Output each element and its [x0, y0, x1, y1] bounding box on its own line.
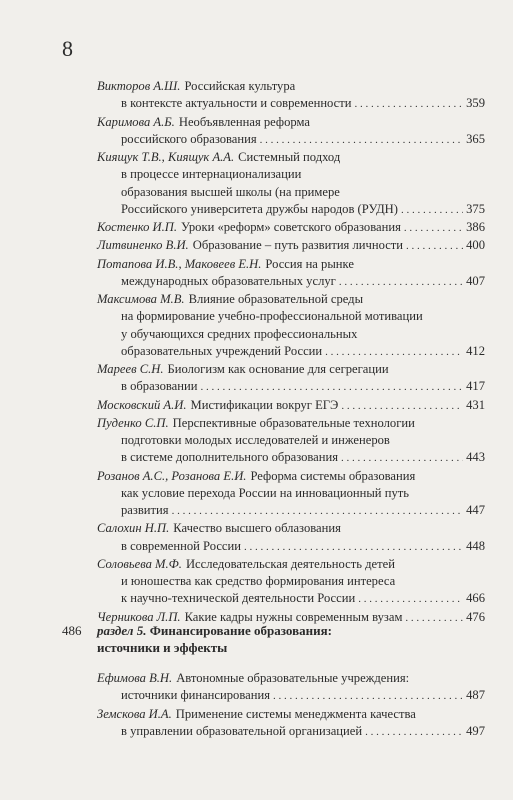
entry-title-text: источники финансирования: [121, 688, 270, 703]
entry-first-line: [97, 149, 485, 166]
toc-entry: [97, 114, 485, 150]
entry-title-text: международных образовательных услуг: [121, 273, 336, 288]
entry-continuation-line: [97, 538, 485, 556]
entry-continuation-line: [97, 95, 485, 113]
entry-continuation-line: [97, 166, 485, 183]
entry-continuation-line: [97, 432, 485, 449]
entry-title-text: Исследовательская деятельность детей: [185, 556, 395, 571]
section-title: [97, 622, 332, 656]
entry-title-text: Применение системы менеджмента качества: [175, 706, 416, 721]
entry-author: Литвиненко В.И.: [97, 238, 189, 253]
dot-leader: [405, 610, 463, 627]
entry-page-number: 466: [466, 591, 485, 606]
entry-title-text: Какие кадры нужны современным вузам: [184, 609, 403, 624]
entry-first-line: [97, 361, 485, 378]
entry-first-line: [97, 219, 485, 237]
toc-entry: [97, 670, 485, 706]
entry-continuation-line: [97, 573, 485, 590]
section-title-line1: Финансирование образования:: [149, 623, 332, 638]
toc-entry: [97, 237, 485, 255]
entry-title-text: Уроки «реформ» советского образования: [181, 220, 401, 234]
entry-author: Розанов А.С., Розанова Е.И.: [97, 468, 247, 483]
dot-leader: [244, 539, 463, 556]
entry-page-number: 400: [466, 238, 485, 253]
section-page-number: 486: [62, 623, 82, 638]
entry-continuation-line: [97, 378, 485, 396]
entry-page-number: 443: [466, 450, 485, 465]
toc-entry: [97, 256, 485, 292]
toc-entry: [97, 291, 485, 361]
entry-author: Максимова М.В.: [97, 292, 185, 306]
entry-continuation-line: [97, 326, 485, 343]
entry-author: Потапова И.В., Маковеев Е.Н.: [97, 256, 262, 271]
entry-first-line: [97, 556, 485, 573]
entry-title-text: в современной России: [121, 538, 241, 553]
entry-first-line: [97, 520, 485, 537]
entry-page-number: 365: [466, 131, 485, 146]
entry-title-text: на формирование учебно-профессиональной мотивации: [121, 309, 423, 324]
entry-first-line: [97, 78, 485, 95]
entry-first-line: [97, 237, 485, 255]
entry-title-text: в управлении образовательной организацией: [121, 723, 363, 738]
dot-leader: [365, 724, 463, 741]
entry-continuation-line: [97, 485, 485, 502]
entry-title-text: Биологизм как основание для сегрегации: [167, 362, 389, 376]
entry-title-text: Российская культура: [184, 79, 296, 93]
dot-leader: [355, 96, 464, 113]
entry-page-number: 448: [466, 538, 485, 553]
entry-title-text: Россия на рынке: [265, 256, 354, 271]
dot-leader: [172, 503, 464, 520]
dot-leader: [404, 220, 463, 237]
entry-author: Пуденко С.П.: [97, 415, 169, 430]
section-label: раздел 5.: [97, 623, 147, 638]
entry-first-line: [97, 415, 485, 432]
dot-leader: [401, 202, 463, 219]
entry-first-line: [97, 114, 485, 131]
entry-continuation-line: [97, 449, 485, 467]
entry-title-text: образования высшей школы (на примере: [121, 184, 340, 199]
entry-title-text: в образовании: [121, 379, 198, 394]
entry-first-line: [97, 706, 485, 723]
entry-first-line: [97, 397, 485, 415]
entry-page-number: 412: [466, 343, 485, 358]
entry-title-text: Автономные образовательные учреждения:: [176, 671, 410, 685]
entry-title-text: Перспективные образовательные технологии: [172, 415, 415, 430]
entry-author: Ефимова В.Н.: [97, 671, 173, 685]
entry-title-text: российского образования: [121, 131, 257, 146]
toc-entry: [97, 149, 485, 219]
entry-continuation-line: [97, 502, 485, 520]
entry-author: Каримова А.Б.: [97, 114, 175, 129]
entry-continuation-line: [97, 590, 485, 608]
entry-first-line: [97, 256, 485, 273]
entry-title-text: Российского университета дружбы народов (РУДН): [121, 201, 398, 216]
toc-entry: [97, 415, 485, 468]
toc-entry: [97, 397, 485, 415]
entry-page-number: 375: [466, 201, 485, 216]
entry-first-line: [97, 291, 485, 308]
entry-author: Земскова И.А.: [97, 706, 172, 721]
entry-title-text: и юношества как средство формирования интереса: [121, 574, 396, 588]
entry-continuation-line: [97, 723, 485, 741]
entry-page-number: 447: [466, 503, 485, 517]
entry-page-number: 431: [466, 397, 485, 412]
toc-entry: [97, 361, 485, 397]
toc-entry: [97, 78, 485, 114]
entry-page-number: 359: [466, 96, 485, 111]
toc-entry: [97, 556, 485, 609]
entry-author: Киящук Т.В., Киящук А.А.: [97, 150, 235, 164]
entry-continuation-line: [97, 273, 485, 291]
entry-title-text: в контексте актуальности и современности: [121, 96, 352, 111]
entry-author: Черникова Л.П.: [97, 609, 181, 624]
entry-continuation-line: [97, 687, 485, 705]
entry-title-text: образовательных учреждений России: [121, 343, 323, 358]
toc-entry: [97, 520, 485, 556]
entry-page-number: 487: [466, 688, 485, 703]
section-title-line2: источники и эффекты: [97, 640, 228, 655]
dot-leader: [200, 379, 463, 396]
entry-author: Викторов А.Ш.: [97, 79, 181, 93]
entry-title-text: Мистификации вокруг ЕГЭ: [190, 397, 339, 412]
dot-leader: [273, 688, 463, 705]
entry-continuation-line: [97, 201, 485, 219]
entry-page-number: 497: [466, 723, 485, 738]
entry-continuation-line: [97, 131, 485, 149]
dot-leader: [260, 132, 463, 149]
entry-author: Мареев С.Н.: [97, 362, 164, 376]
dot-leader: [341, 450, 463, 467]
entry-page-number: 407: [466, 273, 485, 288]
entry-title-text: Системный подход: [238, 150, 341, 164]
entry-title-text: подготовки молодых исследователей и инженеров: [121, 433, 390, 447]
dot-leader: [406, 238, 463, 255]
entry-page-number: 417: [466, 379, 485, 394]
entry-title-text: развития: [121, 503, 169, 517]
toc-entry: [97, 468, 485, 521]
entry-title-text: Влияние образовательной среды: [188, 292, 364, 306]
entry-title-text: как условие перехода России на инновационный путь: [121, 485, 409, 500]
entry-title-text: Реформа системы образования: [250, 468, 416, 483]
entry-title-text: в процессе интернационализации: [121, 167, 302, 182]
page-number: 8: [62, 36, 73, 61]
dot-leader: [325, 344, 463, 361]
table-of-contents: [97, 78, 485, 627]
entry-title-text: Качество высшего облазования: [173, 521, 341, 536]
entry-continuation-line: [97, 308, 485, 325]
section-table-of-contents: [97, 670, 485, 741]
toc-entry: [97, 706, 485, 742]
entry-first-line: [97, 670, 485, 687]
entry-first-line: [97, 468, 485, 485]
entry-title-text: Образование – путь развития личности: [192, 238, 404, 253]
entry-continuation-line: [97, 343, 485, 361]
entry-title-text: к научно-технической деятельности России: [121, 591, 356, 606]
entry-title-text: у обучающихся средних профессиональных: [121, 326, 358, 341]
entry-continuation-line: [97, 184, 485, 201]
entry-title-text: Необъявленная реформа: [178, 114, 310, 129]
entry-author: Московский А.И.: [97, 397, 187, 412]
entry-author: Костенко И.П.: [97, 220, 178, 234]
toc-entry: [97, 219, 485, 237]
dot-leader: [358, 591, 463, 608]
entry-page-number: 476: [466, 609, 485, 624]
entry-author: Салохин Н.П.: [97, 521, 170, 536]
entry-author: Соловьева М.Ф.: [97, 556, 182, 571]
entry-title-text: в системе дополнительного образования: [121, 450, 339, 465]
dot-leader: [339, 274, 463, 291]
entry-page-number: 386: [466, 220, 485, 234]
dot-leader: [341, 398, 463, 415]
